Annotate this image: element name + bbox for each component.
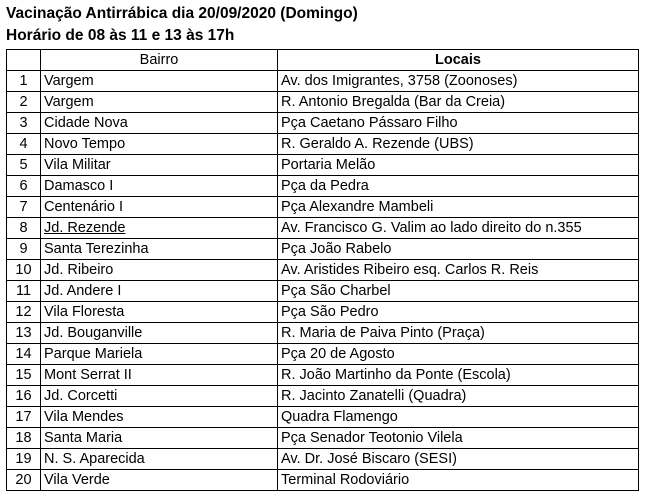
table-row [7, 302, 639, 323]
local-cell: Pça João Rabelo [278, 239, 639, 260]
bairro-cell: Santa Terezinha [41, 239, 278, 260]
schedule-hours: Horário de 08 às 11 e 13 às 17h [6, 27, 235, 44]
bairro-cell: Damasco I [41, 176, 278, 197]
row-number: 17 [7, 407, 41, 428]
table-row [7, 113, 639, 134]
table-row [7, 407, 639, 428]
bairro-cell: Vargem [41, 71, 278, 92]
table-row [7, 323, 639, 344]
table-row [7, 197, 639, 218]
bairro-cell: Vila Militar [41, 155, 278, 176]
row-number: 9 [7, 239, 41, 260]
local-cell: R. Antonio Bregalda (Bar da Creia) [278, 92, 639, 113]
row-number: 6 [7, 176, 41, 197]
bairro-cell: Santa Maria [41, 428, 278, 449]
local-cell: Av. Aristides Ribeiro esq. Carlos R. Reis [278, 260, 639, 281]
bairro-cell: Mont Serrat II [41, 365, 278, 386]
table-row [7, 470, 639, 491]
bairro-cell: Vargem [41, 92, 278, 113]
local-cell: R. Geraldo A. Rezende (UBS) [278, 134, 639, 155]
number-column-header [7, 50, 41, 71]
row-number: 2 [7, 92, 41, 113]
bairro-cell: Jd. Rezende [41, 218, 278, 239]
bairro-cell: Cidade Nova [41, 113, 278, 134]
local-cell: Portaria Melão [278, 155, 639, 176]
row-number: 14 [7, 344, 41, 365]
local-cell: Av. dos Imigrantes, 3758 (Zoonoses) [278, 71, 639, 92]
local-cell: Pça 20 de Agosto [278, 344, 639, 365]
row-number: 10 [7, 260, 41, 281]
local-cell: R. Maria de Paiva Pinto (Praça) [278, 323, 639, 344]
row-number: 15 [7, 365, 41, 386]
row-number: 8 [7, 218, 41, 239]
locais-column-header: Locais [278, 50, 639, 71]
local-cell: Pça São Pedro [278, 302, 639, 323]
bairro-cell: Vila Floresta [41, 302, 278, 323]
bairro-cell: Jd. Ribeiro [41, 260, 278, 281]
table-row [7, 176, 639, 197]
local-cell: Pça Caetano Pássaro Filho [278, 113, 639, 134]
row-number: 20 [7, 470, 41, 491]
table-row [7, 344, 639, 365]
bairro-cell: Jd. Andere I [41, 281, 278, 302]
table-header-row [7, 50, 639, 71]
row-number: 12 [7, 302, 41, 323]
local-cell: Av. Dr. José Biscaro (SESI) [278, 449, 639, 470]
local-cell: Pça São Charbel [278, 281, 639, 302]
table-row [7, 281, 639, 302]
table-row [7, 239, 639, 260]
local-cell: R. Jacinto Zanatelli (Quadra) [278, 386, 639, 407]
table-row [7, 155, 639, 176]
local-cell: Terminal Rodoviário [278, 470, 639, 491]
document-title: Vacinação Antirrábica dia 20/09/2020 (Domingo) [6, 5, 358, 22]
local-cell: Av. Francisco G. Valim ao lado direito do n.355 [278, 218, 639, 239]
table-row [7, 134, 639, 155]
bairro-cell: Vila Verde [41, 470, 278, 491]
table-row [7, 365, 639, 386]
bairro-cell: N. S. Aparecida [41, 449, 278, 470]
row-number: 3 [7, 113, 41, 134]
row-number: 19 [7, 449, 41, 470]
vaccination-locations-table [6, 49, 639, 491]
row-number: 1 [7, 71, 41, 92]
table-row [7, 71, 639, 92]
bairro-cell: Vila Mendes [41, 407, 278, 428]
bairro-cell: Parque Mariela [41, 344, 278, 365]
row-number: 16 [7, 386, 41, 407]
table-body [7, 71, 639, 491]
row-number: 11 [7, 281, 41, 302]
row-number: 13 [7, 323, 41, 344]
bairro-column-header: Bairro [41, 50, 278, 71]
local-cell: Pça da Pedra [278, 176, 639, 197]
row-number: 7 [7, 197, 41, 218]
row-number: 5 [7, 155, 41, 176]
local-cell: R. João Martinho da Ponte (Escola) [278, 365, 639, 386]
local-cell: Pça Senador Teotonio Vilela [278, 428, 639, 449]
table-row [7, 386, 639, 407]
table-row [7, 218, 639, 239]
local-cell: Pça Alexandre Mambeli [278, 197, 639, 218]
table-row [7, 92, 639, 113]
bairro-cell: Centenário I [41, 197, 278, 218]
row-number: 4 [7, 134, 41, 155]
bairro-cell: Novo Tempo [41, 134, 278, 155]
table-row [7, 260, 639, 281]
local-cell: Quadra Flamengo [278, 407, 639, 428]
bairro-cell: Jd. Bouganville [41, 323, 278, 344]
bairro-cell: Jd. Corcetti [41, 386, 278, 407]
table-row [7, 449, 639, 470]
row-number: 18 [7, 428, 41, 449]
table-row [7, 428, 639, 449]
